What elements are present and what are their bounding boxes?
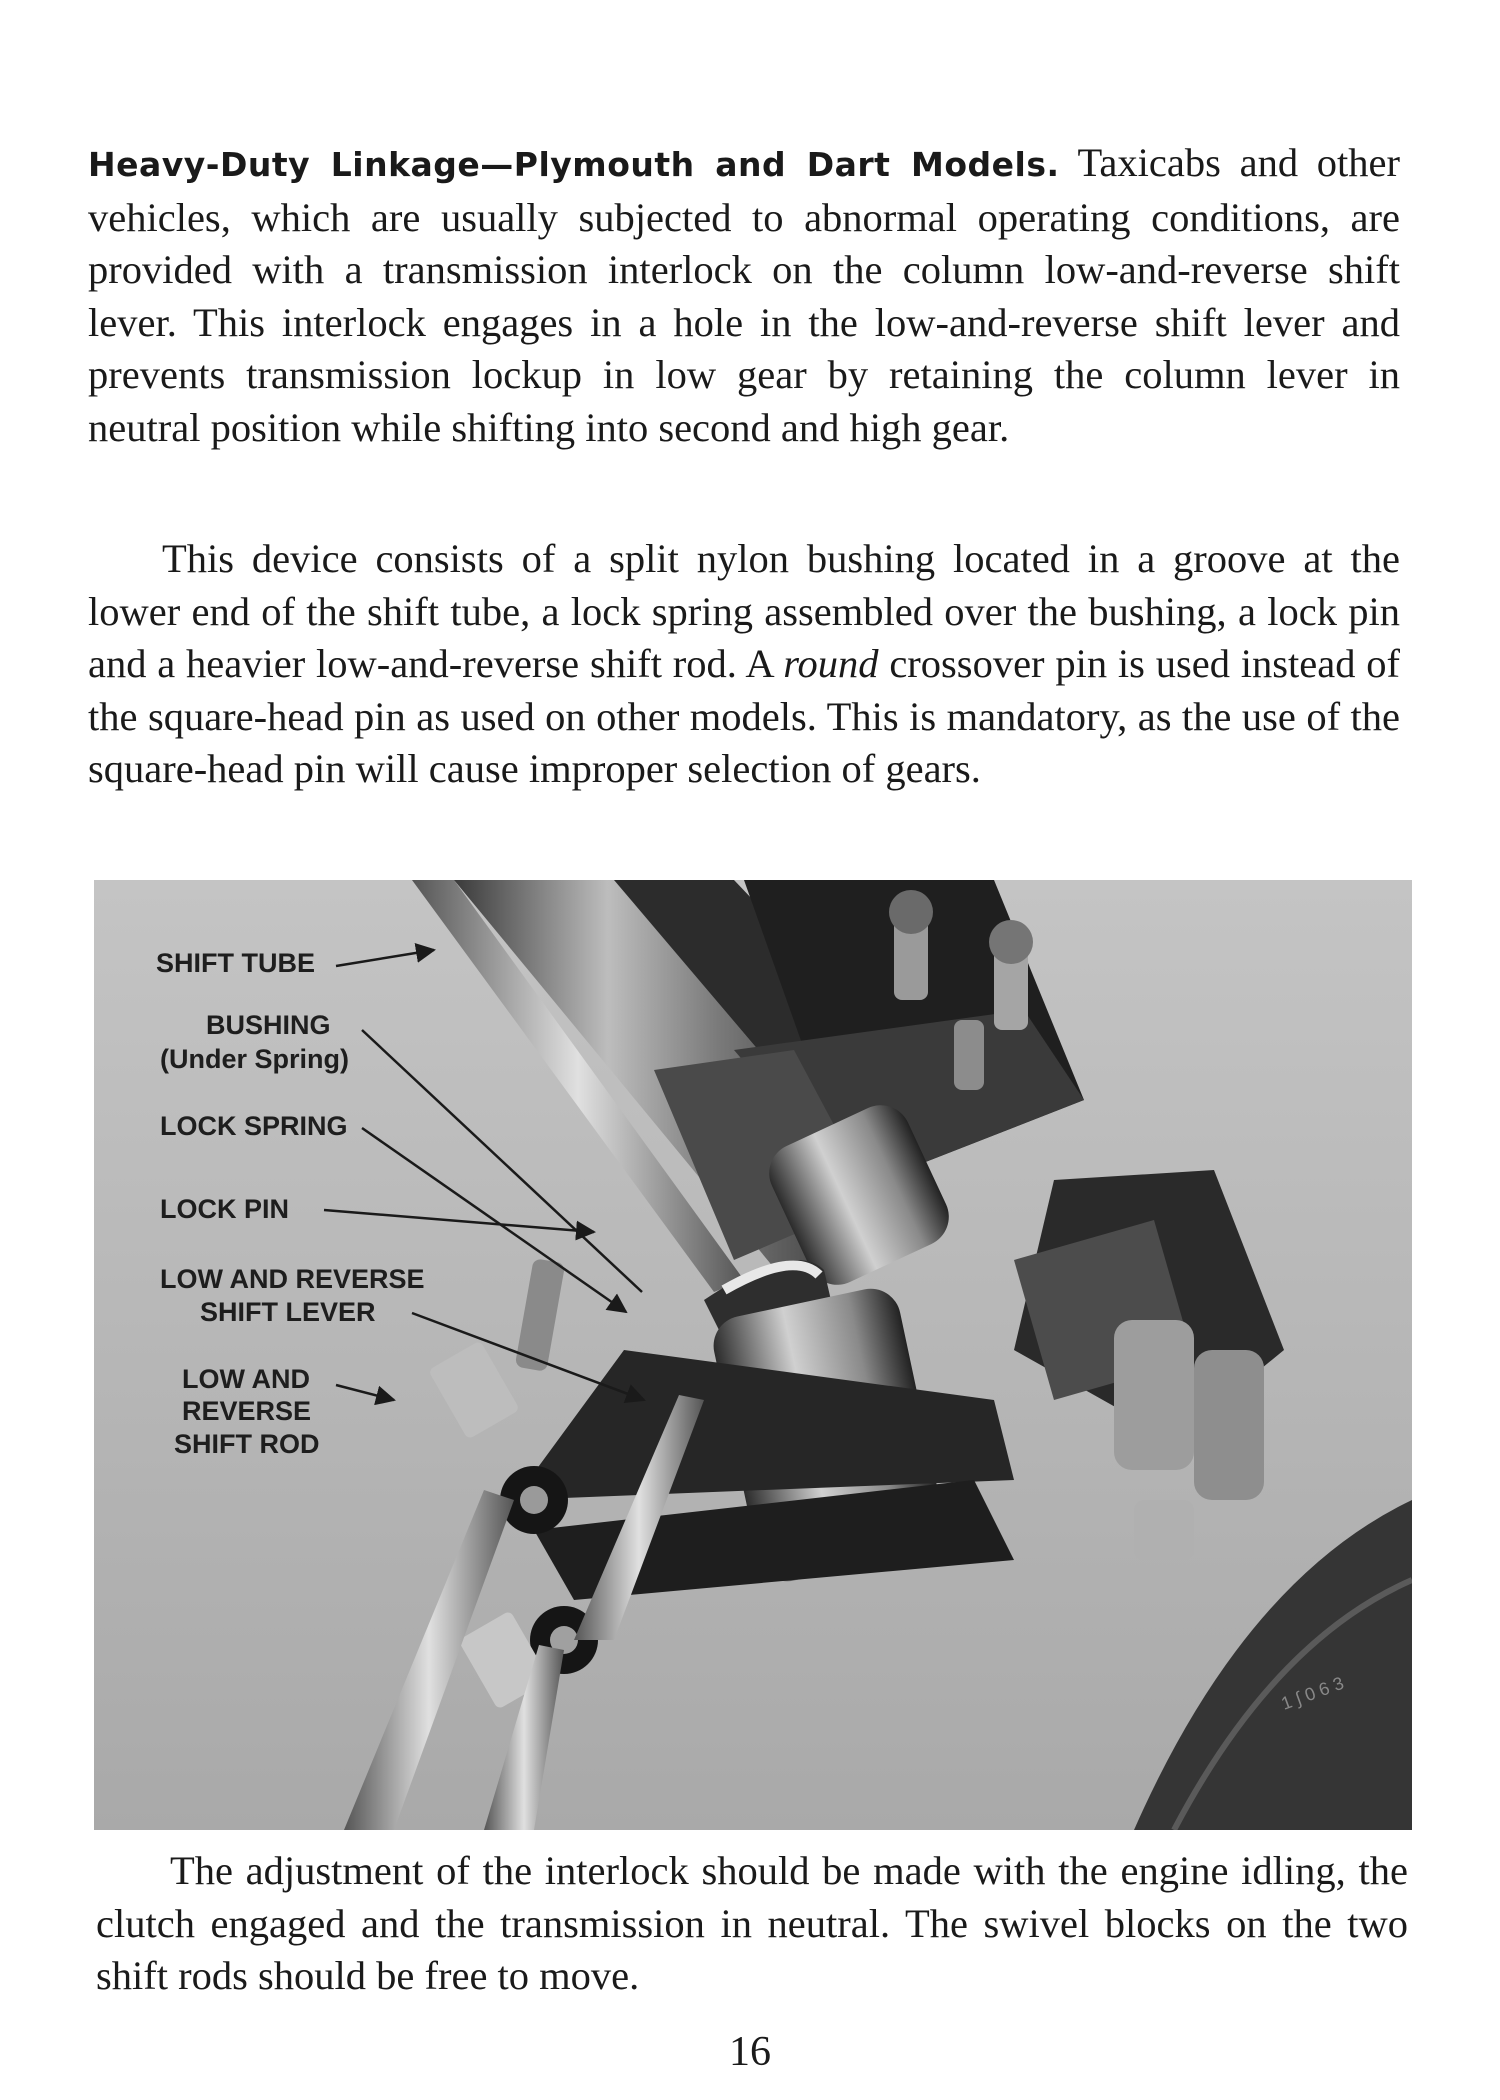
- paragraph-interlock-adjustment: The adjustment of the interlock should be made with the engine idling, the clutch engaged and the transmission in neutral. The swivel blocks on the two shift rods should be free to move.: [96, 1848, 1408, 1998]
- linkage-photo: [94, 880, 1412, 1830]
- callout-low-reverse-rod-line1: LOW AND: [182, 1364, 310, 1394]
- paragraph-text-end: crossover pin is used instead of the square-head pin as used on other models. This is mandatory, as the use of the square-head pin will cause improper selection of gears.: [88, 641, 1401, 791]
- housing-casting-marks: 1 ∫ 0 6 3: [1278, 1672, 1347, 1714]
- paragraph-device-description: [88, 533, 1400, 796]
- callout-bushing: BUSHING: [206, 1010, 331, 1040]
- paragraph-italic-word: round: [783, 641, 879, 686]
- callout-shift-tube: SHIFT TUBE: [156, 948, 315, 978]
- callout-lock-pin: LOCK PIN: [160, 1194, 290, 1224]
- linkage-photo-figure: [94, 880, 1412, 1830]
- page-number: 16: [729, 2029, 771, 2075]
- callout-low-reverse-lever-line2: SHIFT LEVER: [200, 1297, 376, 1327]
- callout-low-reverse-lever-line1: LOW AND REVERSE: [160, 1264, 425, 1294]
- paragraph-text-start: This device consists of a split nylon bushing located in a groove at the lower end of the shift tube, a lock spring assembled over the bushing, a lock pin and a heavier low-and-reverse shift rod. A: [88, 536, 1400, 686]
- paragraph-run-in-heading: Heavy-Duty Linkage—Plymouth and Dart Models.: [88, 145, 1060, 184]
- callout-low-reverse-rod-line3: SHIFT ROD: [174, 1429, 320, 1459]
- callout-bushing-note: (Under Spring): [160, 1044, 349, 1074]
- paragraph-heavy-duty-linkage: [88, 137, 1400, 454]
- callout-lock-spring: LOCK SPRING: [160, 1111, 348, 1141]
- lever-eye-upper-pin: [520, 1486, 548, 1514]
- paragraph-body-text: Taxicabs and other vehicles, which are usually subjected to abnormal operating conditions, are provided with a transmission interlock on the column low-and-reverse shift lever. This interlock engages in a hole in the low-and-reverse shift lever and prevents transmission lockup in low gear by retaining the column lever in neutral position while shifting into second and high gear.: [88, 140, 1401, 450]
- callout-low-reverse-rod-line2: REVERSE: [182, 1396, 312, 1426]
